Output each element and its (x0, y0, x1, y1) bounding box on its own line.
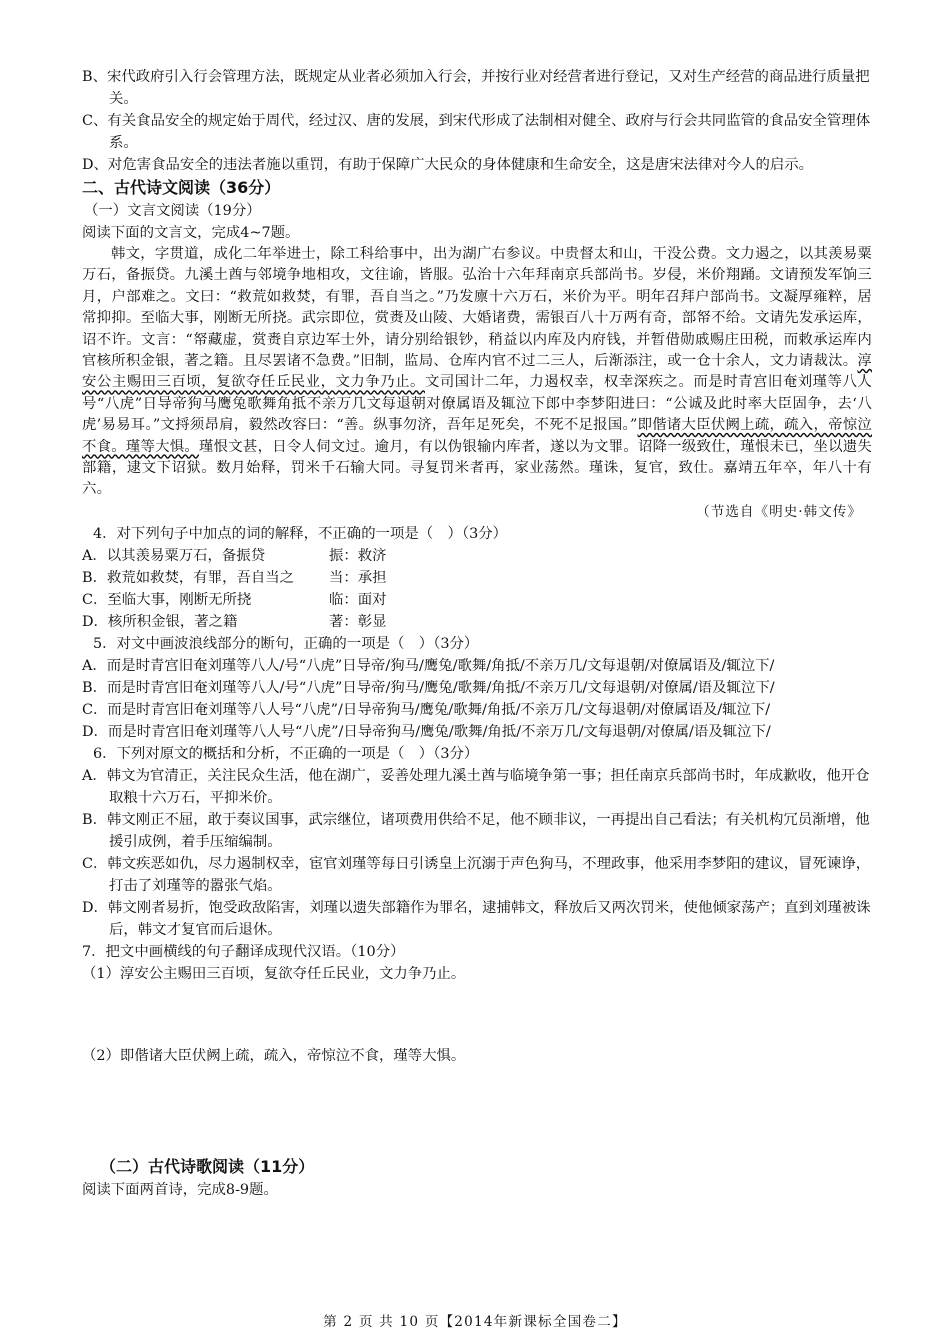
question-6-stem: 6．下列对原文的概括和分析，不正确的一项是（ ）（3分） (93, 745, 479, 762)
answer-space-2 (82, 1067, 872, 1155)
classical-passage (82, 244, 872, 501)
page-footer: 第 2 页 共 10 页【2014年新课标全国卷二】 (323, 1314, 627, 1330)
prev-option-b: B、宋代政府引入行会管理方法，既规定从业者必须加入行会，并按行业对经营者进行登记，又对生产经营的商品进行质量把关。 (82, 69, 870, 107)
question-5-stem: 5．对文中画波浪线部分的断句，正确的一项是（ ）（3分） (93, 635, 479, 652)
passage-source: （节选自《明史·韩文传》 (696, 503, 862, 520)
poetry-instruction: 阅读下面两首诗，完成8-9题。 (82, 1181, 278, 1198)
question-4-option-a: A．以其羡易粟万石，备振贷 振：救济 (82, 547, 387, 564)
question-6-option-c: C．韩文疾恶如仇，尽力遏制权幸，宦官刘瑾等每日引诱皇上沉溺于声色狗马，不理政事，他采用李梦阳的建议，冒死谏诤，打击了刘瑾等的嚣张气焰。 (82, 855, 871, 894)
subsection-title: （一）文言文阅读（19分） (84, 203, 261, 219)
question-4-option-d: D．核所积金银，著之籍 著：彰显 (82, 613, 387, 630)
question-4-stem: 4．对下列句子中加点的词的解释，不正确的一项是（ ）（3分） (93, 525, 508, 542)
poetry-section-title: （二）古代诗歌阅读（11分） (100, 1156, 315, 1176)
passage-underline-2: 即偕诸大臣伏阙上疏，疏入，帝惊泣不食。瑾等大惧。 (82, 417, 873, 455)
question-7-stem: 7．把文中画横线的句子翻译成现代汉语。（10分） (82, 943, 405, 960)
answer-space-1 (82, 985, 872, 1045)
passage-text-1: 韩文，字贯道，成化二年举进士，除工科给事中，出为湖广右参议。中贵督太和山，干没公费。文力遏之，以其羡易粟万石，备振贷。九溪土酋与邻境争地相攻，文往谕，皆服。弘治十六年拜南京兵部尚书。岁侵，米价翔踊。文请预发军饷三月，户部难之。文曰：“救荒如救焚，有罪，吾自当之。”乃发廪十六万石，米价为平。明年召拜户部尚书。文凝厚雍粹，居常抑抑。至临大事，刚断无所挠。武宗即位，赏赉及山陵、大婚诸费，需银百八十万两有奇，部帑不给。文请先发承运库，诏不许。文言：“帑藏虚，赏赉自京边军士外，请分别给银钞，稍益以内库及内府钱，并暂借勋戚赐庄田税，而敕承运库内官核所积金银，著之籍。且尽罢诸不急费。”旧制，监局、仓库内官不过二三人，后渐添注，或一仓十余人，文力请裁汰。 (82, 246, 872, 370)
question-7-item-2: （2）即偕诸大臣伏阙上疏，疏入，帝惊泣不食，瑾等大惧。 (82, 1047, 466, 1064)
prev-option-d: D、对危害食品安全的违法者施以重罚，有助于保障广大民众的身体健康和生命安全，这是唐宋法律对今人的启示。 (82, 157, 814, 173)
passage-underline-1: 淳安公主赐田三百顷，复欲夺任丘民业，文力争乃止。 (82, 353, 872, 391)
question-5-option-a: A．而是时青宫旧奄刘瑾等八人/号“八虎”日导帝/狗马/鹰兔/歌舞/角抵/不亲万几/文每退朝/对僚属语及/辄泣下/ (82, 657, 775, 674)
question-5-option-b: B．而是时青宫旧奄刘瑾等八人/号“八虎”日导帝/狗马/鹰兔/歌舞/角抵/不亲万几/文每退朝/对僚属/语及辄泣下/ (82, 679, 775, 696)
passage-text-3: 瑾恨文甚，日令人伺文过。逾月，有以伪银输内库者，遂以为文罪。诏降一级致仕，瑾恨未已，坐以遗失部籍，逮文下诏狱。数月始释，罚米千石输大同。寻复罚米者再，家业荡然。瑾诛，复官，致仕。嘉靖五年卒，年八十有六。 (82, 438, 872, 498)
passage-text-2: 文司国计二年，力遏权幸，权幸深疾之。而是时青宫旧奄刘瑾等八人号“八虎”日导帝狗马鹰兔歌舞角抵不亲万几文每退朝对僚属语及辄泣下郎中李梦阳进曰：“公诚及此时率大臣固争，去‘八虎’易易耳。”文捋须昂肩，毅然改容曰：“善。纵事勿济，吾年足死矣，不死不足报国。” (82, 374, 872, 434)
section-title: 二、古代诗文阅读（36分） (82, 178, 281, 197)
prev-option-c: C、有关食品安全的规定始于周代，经过汉、唐的发展，到宋代形成了法制相对健全、政府与行会共同监管的食品安全管理体系。 (82, 113, 871, 151)
question-6-option-b: B．韩文刚正不屈，敢于奏议国事，武宗继位，诸项费用供给不足，他不顾非议，一再提出自己看法；有关机构冗员渐增，他援引成例，着手压缩编制。 (82, 811, 870, 850)
question-4-option-b: B．救荒如救焚，有罪，吾自当之 当：承担 (82, 569, 387, 586)
question-6-option-d: D．韩文刚者易折，饱受政敌陷害，刘瑾以遗失部籍作为罪名，逮捕韩文，释放后又两次罚米，使他倾家荡产；直到刘瑾被诛后，韩文才复官而后退休。 (82, 899, 871, 938)
question-6-option-a: A．韩文为官清正，关注民众生活，他在湖广，妥善处理九溪土酋与临境争第一事；担任南京兵部尚书时，年成歉收，他开仓取粮十六万石，平抑米价。 (82, 767, 870, 806)
document-page (82, 66, 872, 1201)
question-5-option-c: C．而是时青宫旧奄刘瑾等八人号“八虎”/日导帝狗马/鹰兔/歌舞/角抵/不亲万几/文每退朝/对僚属语及/辄泣下/ (82, 701, 771, 718)
question-4-option-c: C．至临大事，刚断无所挠 临：面对 (82, 591, 387, 608)
question-7-item-1: （1）淳安公主赐田三百顷，复欲夺任丘民业，文力争乃止。 (82, 965, 466, 982)
reading-instruction: 阅读下面的文言文，完成4~7题。 (82, 225, 300, 241)
question-5-option-d: D．而是时青宫旧奄刘瑾等八人号“八虎”/日导帝狗马/鹰兔/歌舞/角抵/不亲万几/文每退朝/对僚属/语及辄泣下/ (82, 723, 771, 740)
